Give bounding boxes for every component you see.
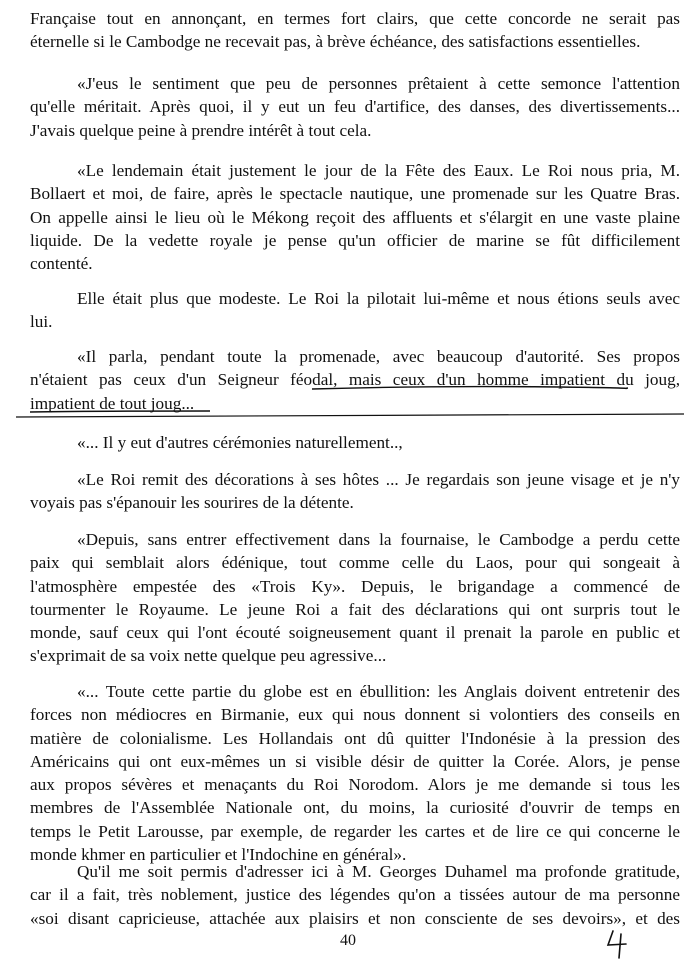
paragraph-2 — [30, 72, 680, 142]
text-line: On appelle ainsi le lieu où le Mékong reçoit des affluents et s'élargit en une vaste plaine — [30, 207, 680, 227]
page-number: 40 — [340, 932, 356, 949]
text-line: liquide. De la vedette royale je pense qu'un officier de marine se fût difficilement — [30, 230, 680, 250]
text-line: «... Toute cette partie du globe est en ébullition: les Anglais doivent entretenir des — [77, 682, 680, 701]
paragraph-6 — [30, 431, 680, 454]
text-line: «soi disant capricieuse, attachée aux plaisirs et non consciente de ses devoirs», et des — [30, 908, 680, 928]
text-line: monde khmer en particulier et l'Indochine en général». — [30, 845, 407, 865]
text-line: l'atmosphère empestée des «Trois Ky». Depuis, le brigandage a commencé de — [30, 576, 680, 596]
text-line: Elle était plus que modeste. Le Roi la pilotait lui-même et nous étions seuls avec — [77, 289, 680, 308]
text-line: contenté. — [30, 254, 93, 274]
text-line: «Il parla, pendant toute la promenade, avec beaucoup d'autorité. Ses propos — [77, 347, 680, 366]
text-line: monde, sauf ceux qui l'ont écouté soigneusement quant il prenait la parole en public et — [30, 623, 680, 643]
text-line: «... Il y eut d'autres cérémonies naturellement.., — [77, 433, 403, 452]
text-line: J'avais quelque peine à prendre intérêt à tout cela. — [30, 120, 372, 140]
text-line: Française tout en annonçant, en termes fort clairs, que cette concorde ne serait pas — [30, 9, 680, 28]
text-line: voyais pas s'épanouir les sourires de la détente. — [30, 493, 354, 513]
paragraph-3 — [30, 159, 680, 275]
text-line: impatient de tout joug... — [30, 393, 195, 413]
text-line: Bollaert et moi, de faire, après le spectacle nautique, une promenade sur les Quatre Bras. — [30, 184, 680, 204]
text-line: paix qui semblait alors édénique, tout comme celle du Laos, pour qui songeait à — [30, 553, 680, 573]
paragraph-4 — [30, 287, 680, 334]
paragraph-1 — [30, 7, 680, 54]
text-line: tourmenter le Royaume. Le jeune Roi a fait des déclarations qui ont surpris tout le — [30, 599, 680, 619]
text-line: matière de colonialisme. Les Hollandais ont dû quitter l'Indonésie à la pression des — [30, 728, 680, 748]
paragraph-7 — [30, 468, 680, 515]
text-line: Américains qui ont eux-mêmes un si visible désir de quitter la Corée. Alors, je pense — [30, 751, 680, 771]
paragraph-9 — [30, 680, 680, 866]
text-line: qu'elle méritait. Après quoi, il y eut un feu d'artifice, des danses, des divertissements... — [30, 97, 680, 117]
handwritten-page-mark — [604, 928, 632, 962]
text-line: «Depuis, sans entrer effectivement dans la fournaise, le Cambodge a perdu cette — [77, 530, 680, 549]
paragraph-8 — [30, 528, 680, 668]
text-line: éternelle si le Cambodge ne recevait pas, à brève échéance, des satisfactions essentielles. — [30, 32, 641, 52]
text-line: forces non médiocres en Birmanie, eux qui nous donnent si volontiers des conseils en — [30, 705, 680, 725]
text-line: «J'eus le sentiment que peu de personnes prêtaient à cette semonce l'attention — [77, 74, 680, 93]
text-line: temps le Petit Larousse, par exemple, de regarder les cartes et de lire ce qui concerne le — [30, 821, 680, 841]
text-line: s'exprimait de sa voix nette quelque peu agressive... — [30, 646, 387, 666]
text-line: n'étaient pas ceux d'un Seigneur féodal, mais ceux d'un homme impatient du joug, — [30, 370, 680, 390]
text-line: lui. — [30, 312, 53, 332]
text-line: «Le Roi remit des décorations à ses hôtes ... Je regardais son jeune visage et je n'y — [77, 470, 680, 489]
paragraph-5 — [30, 345, 680, 415]
text-line: membres de l'Assemblée Nationale ont, du moins, la curiosité d'ouvrir de temps en — [30, 798, 680, 818]
text-line: car il a fait, très noblement, justice des légendes qu'on a tissées autour de ma personne — [30, 885, 680, 905]
text-line: aux propos sévères et menaçants du Roi Norodom. Alors je me demande si tous les — [30, 775, 680, 795]
text-line: «Le lendemain était justement le jour de la Fête des Eaux. Le Roi nous pria, M. — [77, 161, 680, 180]
paragraph-10 — [30, 860, 680, 930]
text-line: Qu'il me soit permis d'adresser ici à M. Georges Duhamel ma profonde gratitude, — [77, 862, 680, 881]
